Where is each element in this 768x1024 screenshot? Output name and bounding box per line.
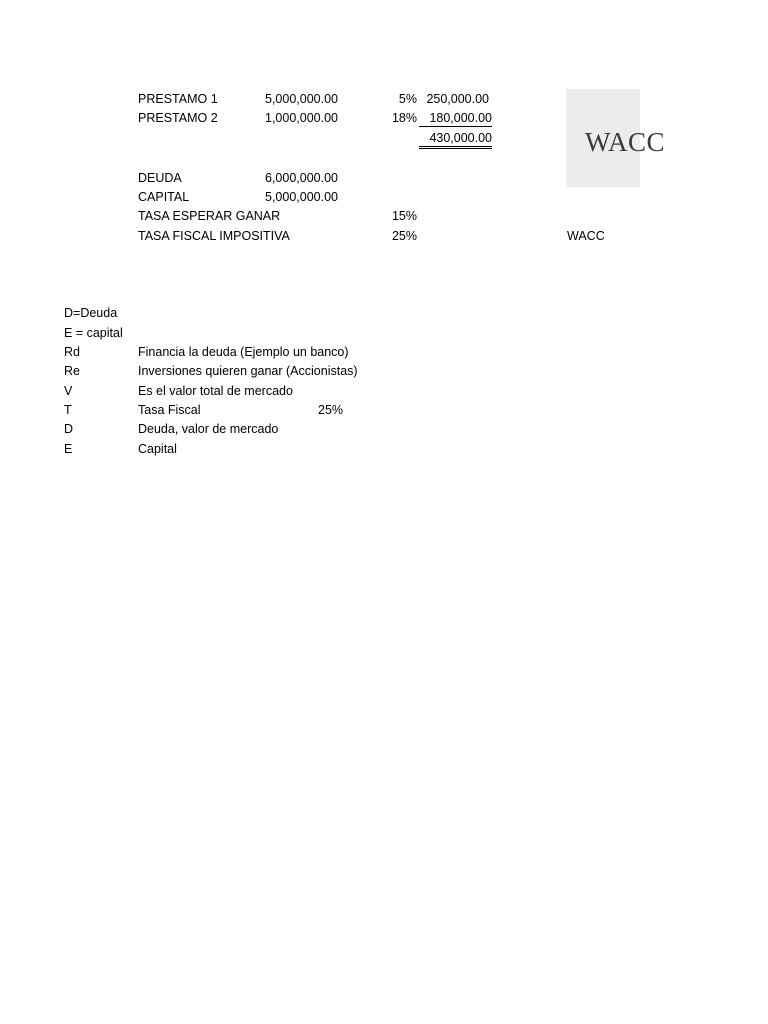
summary-tax-rate-label: TASA FISCAL IMPOSITIVA [138, 229, 290, 243]
legend-e-symbol: E [64, 442, 73, 456]
legend-v-symbol: V [64, 384, 73, 398]
legend-re-symbol: Re [64, 364, 80, 378]
loan-1-rate: 5% [398, 92, 417, 106]
total-interest: 430,000.00 [419, 130, 492, 149]
legend-v-desc: Es el valor total de mercado [138, 384, 293, 398]
legend-rd-symbol: Rd [64, 345, 80, 359]
loan-1-label: PRESTAMO 1 [138, 92, 218, 106]
legend-e-desc: Capital [138, 442, 177, 456]
loan-2-label: PRESTAMO 2 [138, 111, 218, 125]
legend-t-desc: Tasa Fiscal [138, 403, 201, 417]
legend-t-symbol: T [64, 403, 72, 417]
summary-expected-rate-label: TASA ESPERAR GANAR [138, 209, 281, 223]
summary-capital-label: CAPITAL [138, 190, 190, 204]
legend-d-symbol: D [64, 422, 74, 436]
loan-2-rate: 18% [391, 111, 417, 125]
wacc-image-text: WACC [585, 127, 666, 157]
summary-debt-label: DEUDA [138, 171, 182, 185]
summary-debt-value: 6,000,000.00 [265, 171, 338, 185]
summary-tax-rate-value: 25% [391, 229, 417, 243]
legend-d-desc: Deuda, valor de mercado [138, 422, 279, 436]
loan-1-interest: 250,000.00 [426, 92, 489, 106]
legend-re-desc: Inversiones quieren ganar (Accionistas) [138, 364, 358, 378]
wacc-label: WACC [567, 229, 605, 243]
summary-capital-value: 5,000,000.00 [265, 190, 338, 204]
loan-2-interest: 180,000.00 [419, 110, 492, 127]
summary-expected-rate-value: 15% [391, 209, 417, 223]
legend-e-header: E = capital [64, 326, 123, 340]
loan-2-amount: 1,000,000.00 [265, 111, 338, 125]
legend-t-value: 25% [318, 403, 344, 417]
legend-rd-desc: Financia la deuda (Ejemplo un banco) [138, 345, 349, 359]
wacc-image [566, 89, 666, 187]
loan-1-amount: 5,000,000.00 [265, 92, 338, 106]
legend-d-header: D=Deuda [64, 306, 118, 320]
